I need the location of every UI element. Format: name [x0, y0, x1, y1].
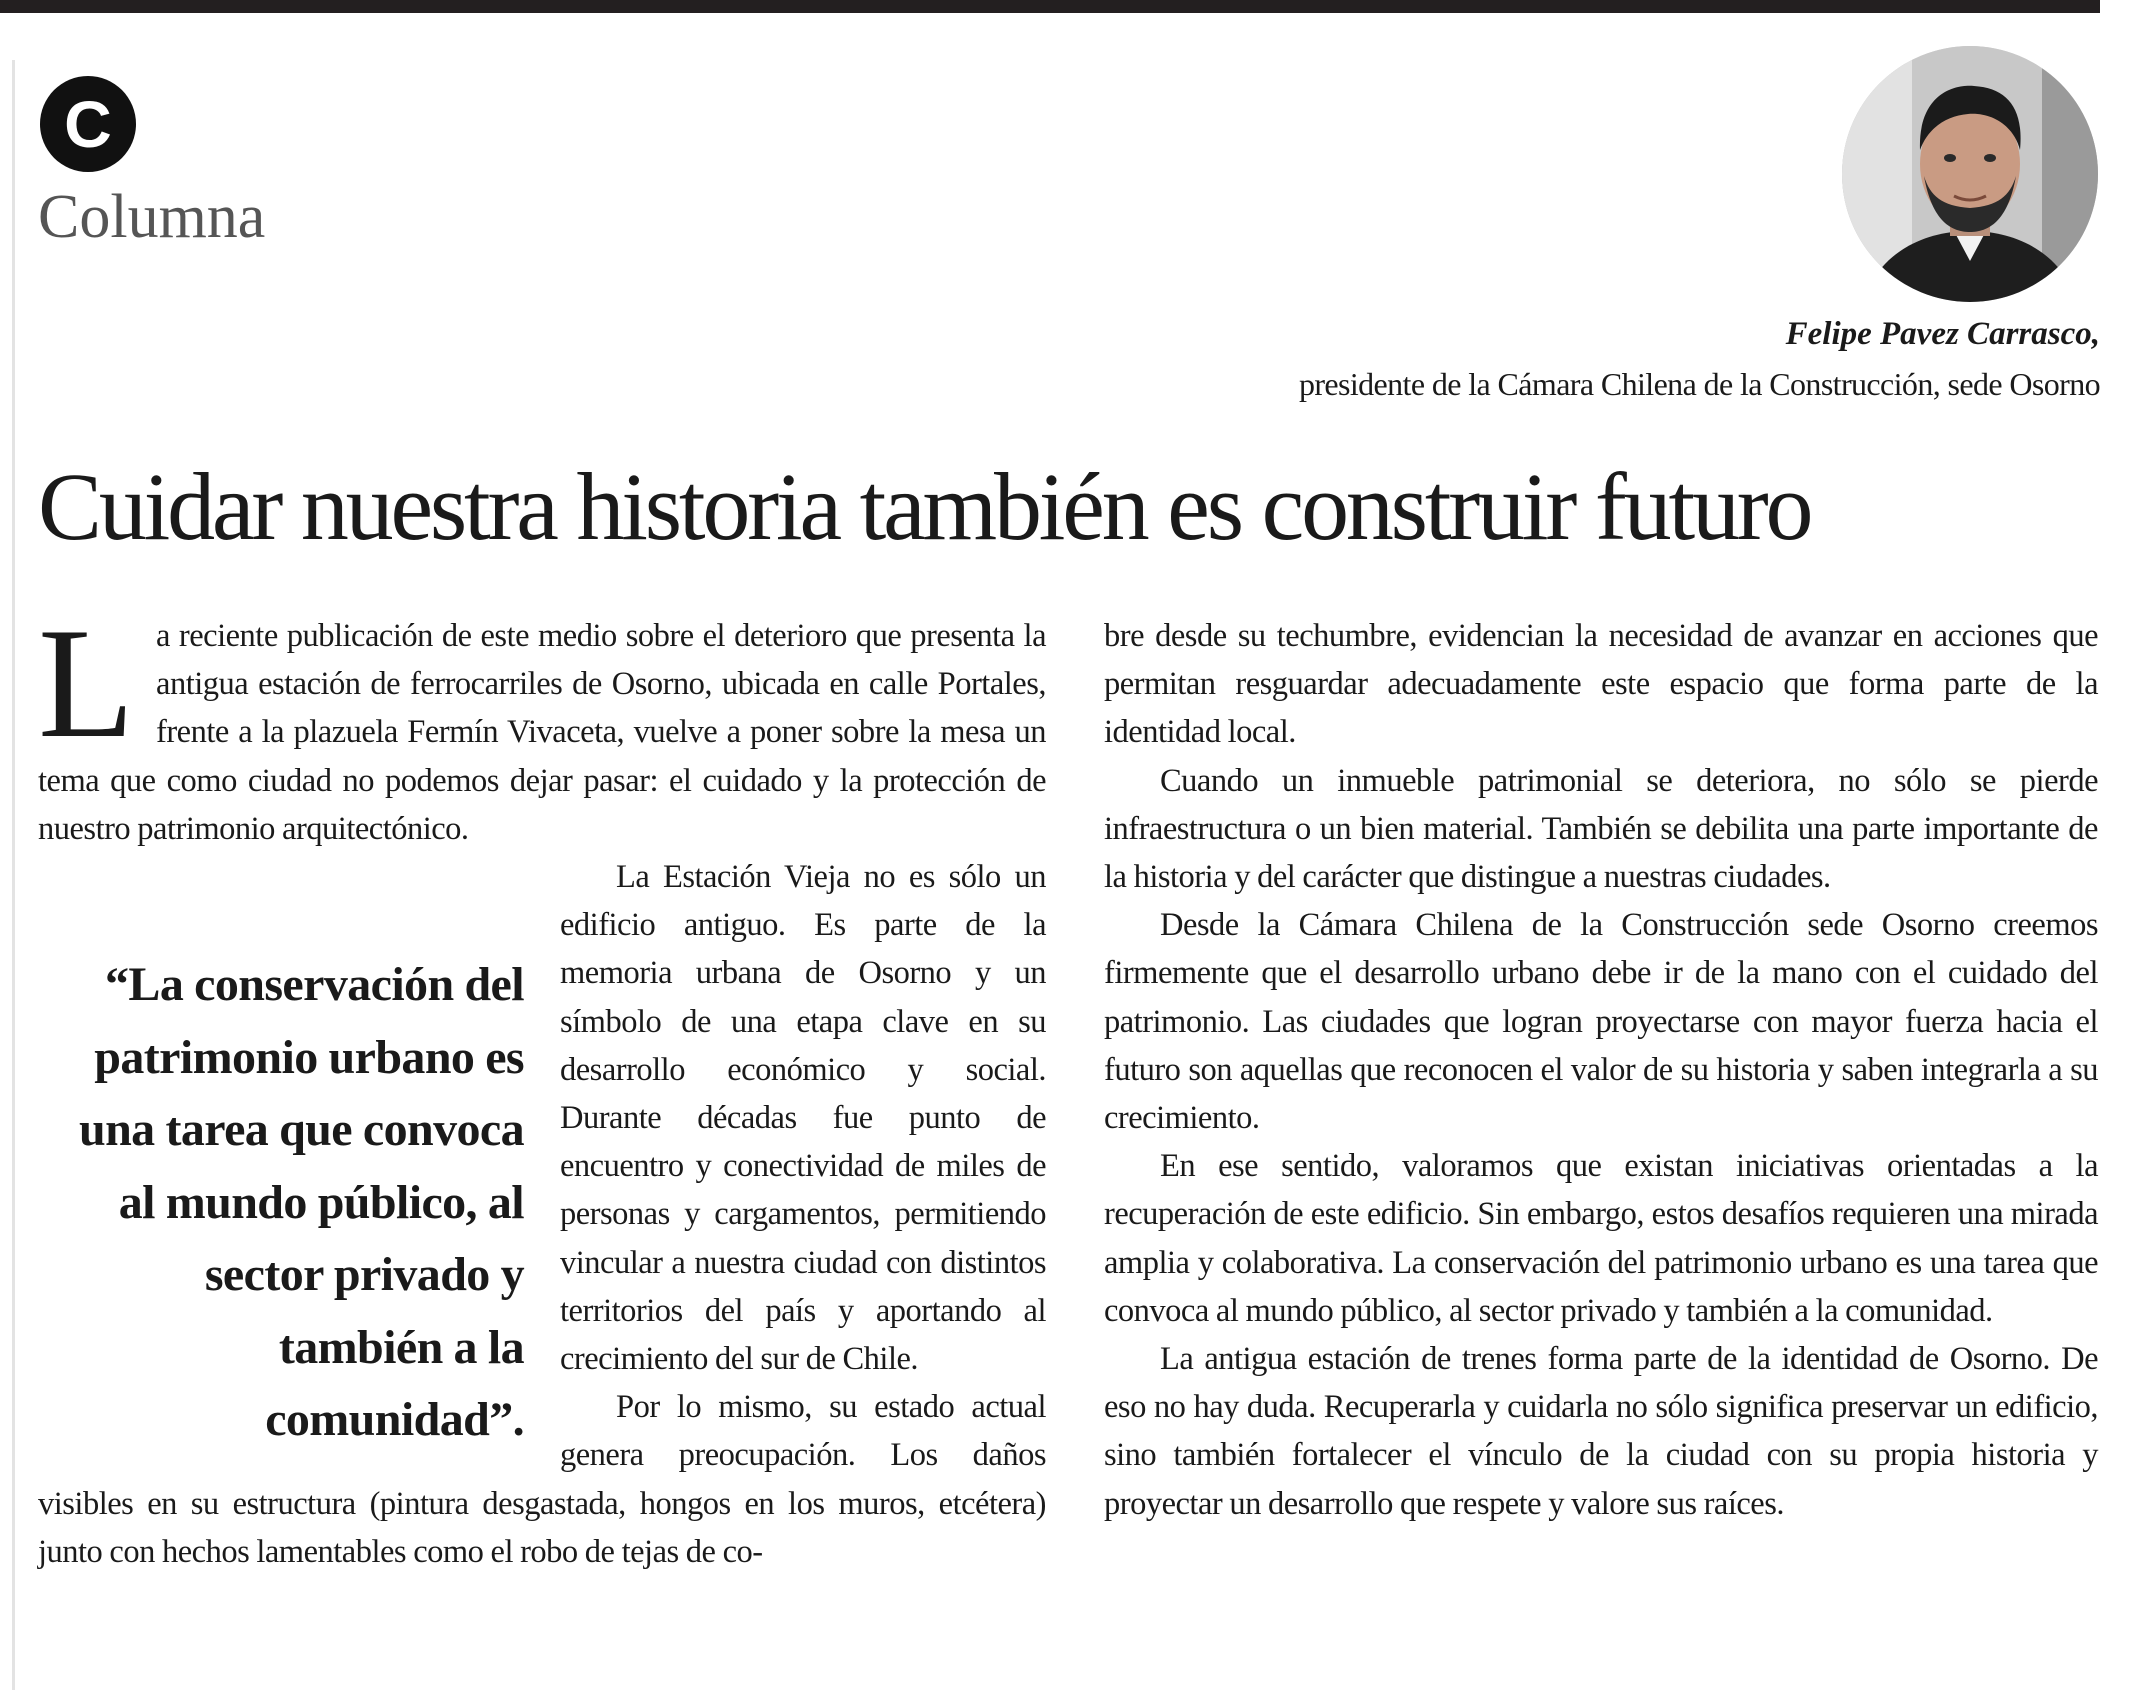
left-column-rule [12, 60, 15, 1690]
author-role: presidente de la Cámara Chilena de la Construcción, sede Osorno [1298, 366, 2100, 402]
author-name: Felipe Pavez Carrasco, [1785, 316, 2100, 352]
author-photo [1842, 46, 2098, 302]
article-paragraph: En ese sentido, valoramos que existan iniciativas orientadas a la recuperación de este edificio. Sin embargo, estos desafíos requieren una mirada amplia y colaborativa. La conservación del patrimonio urbano es una tarea que convoca al mundo público, al sector privado y también a la comunidad. [1104, 1148, 2098, 1329]
article-headline: Cuidar nuestra historia también es construir futuro [38, 453, 1811, 560]
article-paragraph: bre desde su techumbre, evidencian la necesidad de avanzar en acciones que permitan resguardar adecuadamente este espacio que forma parte de la identidad local. [1104, 618, 2098, 751]
article-paragraph: La Estación Vieja no es sólo un edificio antiguo. Es parte de la memoria urbana de Osorno y un símbolo de una etapa clave en su desarrollo económico y social. Durante décadas fue punto de encuentro y conectividad de miles de personas y cargamentos, permitiendo vincular a nuestra ciudad con distintos territorios del país y aportando al crecimiento del sur de Chile. [560, 859, 1046, 1378]
article-paragraph: a reciente publicación de este medio sobre el deterioro que presenta la antigua estación de ferrocarriles de Osorno, ubicada en calle Portales, frente a la plazuela Fermín Vivaceta, vuelve a poner sobre la mesa un tema que como ciudad no podemos dejar pasar: el cuidado y la protección de nuestro patrimonio arquitectónico. [38, 618, 1046, 847]
article-paragraph: Cuando un inmueble patrimonial se deteriora, no sólo se pierde infraestructura o un bien material. También se debilita una parte importante de la historia y del carácter que distingue a nuestras ciudades. [1104, 762, 2098, 896]
article-paragraph: Por lo mismo, su estado actual genera preocupación. Los daños visibles en su estructura (pintura desgastada, hongos en los muros, etcétera) junto con hechos lamentables como el robo de tejas de co- [38, 1389, 1046, 1570]
top-rule [0, 0, 2100, 13]
section-badge-icon: C [40, 76, 136, 172]
drop-cap: L [38, 596, 135, 771]
article-paragraph: Desde la Cámara Chilena de la Construcción sede Osorno creemos firmemente que el desarrollo urbano debe ir de la mano con el cuidado del patrimonio. Las ciudades que logran proyectarse con mayor fuerza hacia el futuro son aquellas que reconocen el valor de su historia y saben integrarla a su crecimiento. [1104, 907, 2098, 1137]
article-paragraph: La antigua estación de trenes forma parte de la identidad de Osorno. De eso no hay duda. Recuperarla y cuidarla no sólo significa preservar un edificio, sino también fortalecer el vínculo de la ciudad con su propia historia y proyectar un desarrollo que respete y valore sus raíces. [1104, 1341, 2098, 1522]
article-column-right [1104, 612, 2098, 1692]
author-portrait-icon [1842, 46, 2098, 302]
article-column-left [38, 596, 1046, 1692]
section-label: Columna [38, 183, 266, 251]
pull-quote: “La conservación del patrimonio urbano es una tarea que convoca al mundo público, al sector privado y también a la comunidad”. [78, 958, 524, 1447]
